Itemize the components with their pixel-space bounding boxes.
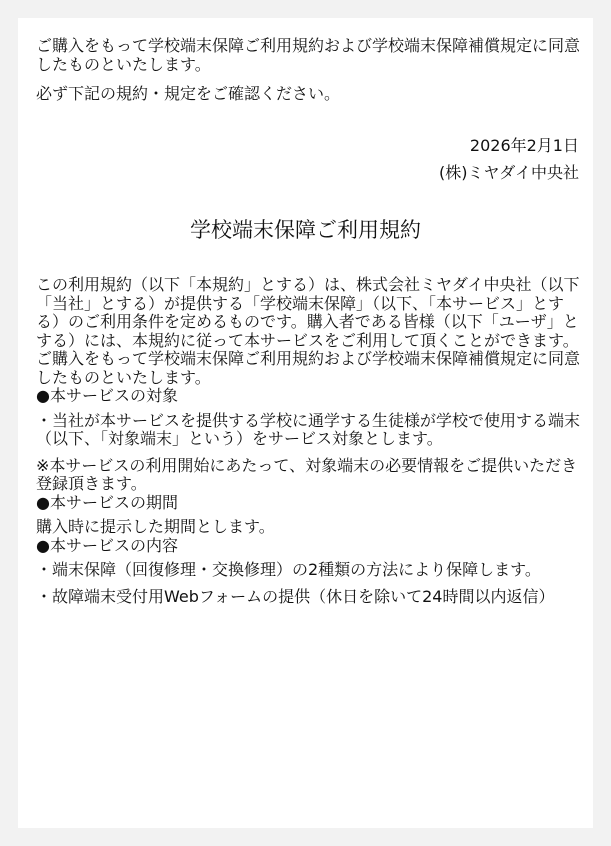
section-heading-period: ●本サービスの期間: [36, 492, 178, 512]
terms-body: [36, 276, 581, 606]
intro-agreement-text: ご購入をもって学校端末保障ご利用規約および学校端末保障補償規定に同意したものといたします。: [36, 36, 581, 74]
intro-notice: [36, 36, 581, 113]
document-page: [18, 18, 593, 828]
section-content-paragraph: ・故障端末受付用Webフォームの提供（休日を除いて24時間以内返信）: [36, 586, 555, 606]
sender-block: [439, 132, 579, 186]
section-heading-content: ●本サービスの内容: [36, 535, 178, 555]
intro-confirm-text: 必ず下記の規約・規定をご確認ください。: [36, 84, 341, 103]
section-target-note: ※本サービスの利用開始にあたって、対象端末の必要情報をご提供いただき登録頂きます。: [36, 455, 578, 493]
section-target-paragraph: ・当社が本サービスを提供する学校に通学する生徒様が学校で使用する端末（以下、「対象端末」という）をサービス対象とします。: [36, 410, 581, 448]
company-name: (株)ミヤダイ中央社: [438, 163, 579, 182]
section-content-paragraph: ・端末保障（回復修理・交換修理）の2種類の方法により保障します。: [36, 560, 541, 579]
section-period-paragraph: 購入時に提示した期間とします。: [36, 517, 275, 536]
issue-date: 2026年2月1日: [469, 136, 579, 155]
document-title: 学校端末保障ご利用規約: [190, 218, 421, 242]
preamble-text: この利用規約（以下「本規約」とする）は、株式会社ミヤダイ中央社（以下「当社」とする）が提供する「学校端末保障」（以下、「本サービス」とする）のご利用条件を定めるものです。購入者である皆様（以下「ユーザ」とする）には、本規約に従って本サービスをご利用して頂くことができます。ご購入をもって学校端末保障ご利用規約および学校端末保障補償規定に同意したものといたします。: [36, 275, 581, 387]
section-heading-target: ●本サービスの対象: [36, 386, 178, 405]
